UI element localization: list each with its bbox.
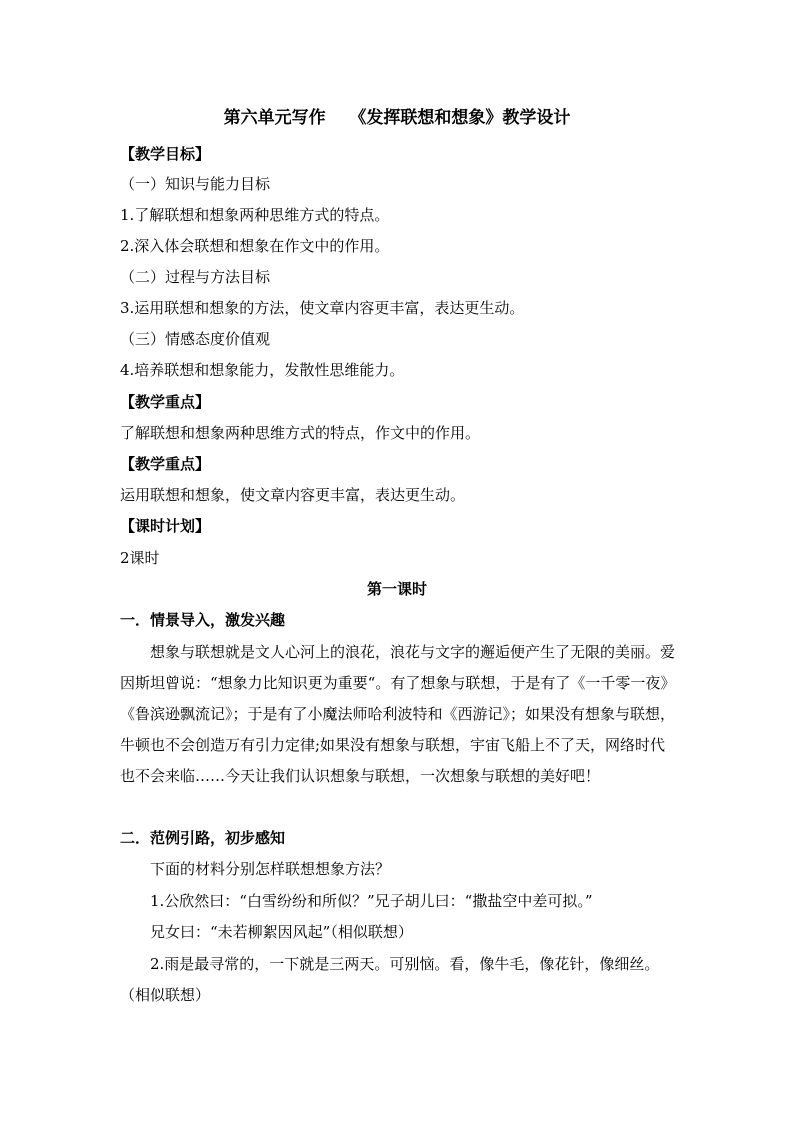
objective-item-4: 4.培养联想和想象能力，发散性思维能力。 [120,361,405,379]
example-2-paragraph: 2.雨是最寻常的，一下就是三两天。可别恼。看，像牛毛，像花针，像细丝。（相似联想） [120,955,660,1004]
key-points-heading-2: 【教学重点】 [120,455,211,473]
lesson-plan-heading: 【课时计划】 [120,517,211,535]
objective-section-1-heading: （一）知识与能力目标 [120,175,271,193]
lesson-title: 第一课时 [366,580,427,598]
key-points-text: 了解联想和想象两种思维方式的特点，作文中的作用。 [120,424,481,442]
objective-item-1: 1.了解联想和想象两种思维方式的特点。 [120,206,390,224]
example-1-line-2: 兄女曰：“未若柳絮因风起”（相似联想） [150,923,413,941]
objective-item-3: 3.运用联想和想象的方法，使文章内容更丰富，表达更生动。 [120,299,525,317]
document-title: 第六单元写作 《发挥联想和想象》教学设计 [223,108,571,128]
key-points-heading: 【教学重点】 [120,393,211,411]
key-points-text-2: 运用联想和想象，使文章内容更丰富，表达更生动。 [120,486,466,504]
section-2-intro: 下面的材料分别怎样联想想象方法？ [150,860,391,878]
section-1-paragraph: 想象与联想就是文人心河上的浪花，浪花与文字的邂逅便产生了无限的美丽。爱因斯坦曾说：“想象力比知识更为重要“。有了想象与联想，于是有了《一千零一夜》《鲁滨逊飘流记》；于是有了小魔法师哈利波特和《西游记》；如果没有想象与联想，牛顿也不会创造万有引力定律;如果没有想象与联想，宇宙飞船上不了天，网络时代也不会来临……今天让我们认识想象与联想，一次想象与联想的美好吧！ [120,643,676,785]
lesson-plan-text: 2课时 [120,549,160,567]
section-2-heading: 二．范例引路，初步感知 [120,829,286,847]
objectives-heading: 【教学目标】 [120,145,211,163]
objective-section-3-heading: （三）情感态度价值观 [120,330,271,348]
objective-item-2: 2.深入体会联想和想象在作文中的作用。 [120,237,390,255]
section-1-heading: 一．情景导入，激发兴趣 [120,611,286,629]
example-1-line-1: 1.公欣然曰：“白雪纷纷和所似？”兄子胡儿曰：“撒盐空中差可拟。” [150,892,593,910]
objective-section-2-heading: （二）过程与方法目标 [120,268,271,286]
